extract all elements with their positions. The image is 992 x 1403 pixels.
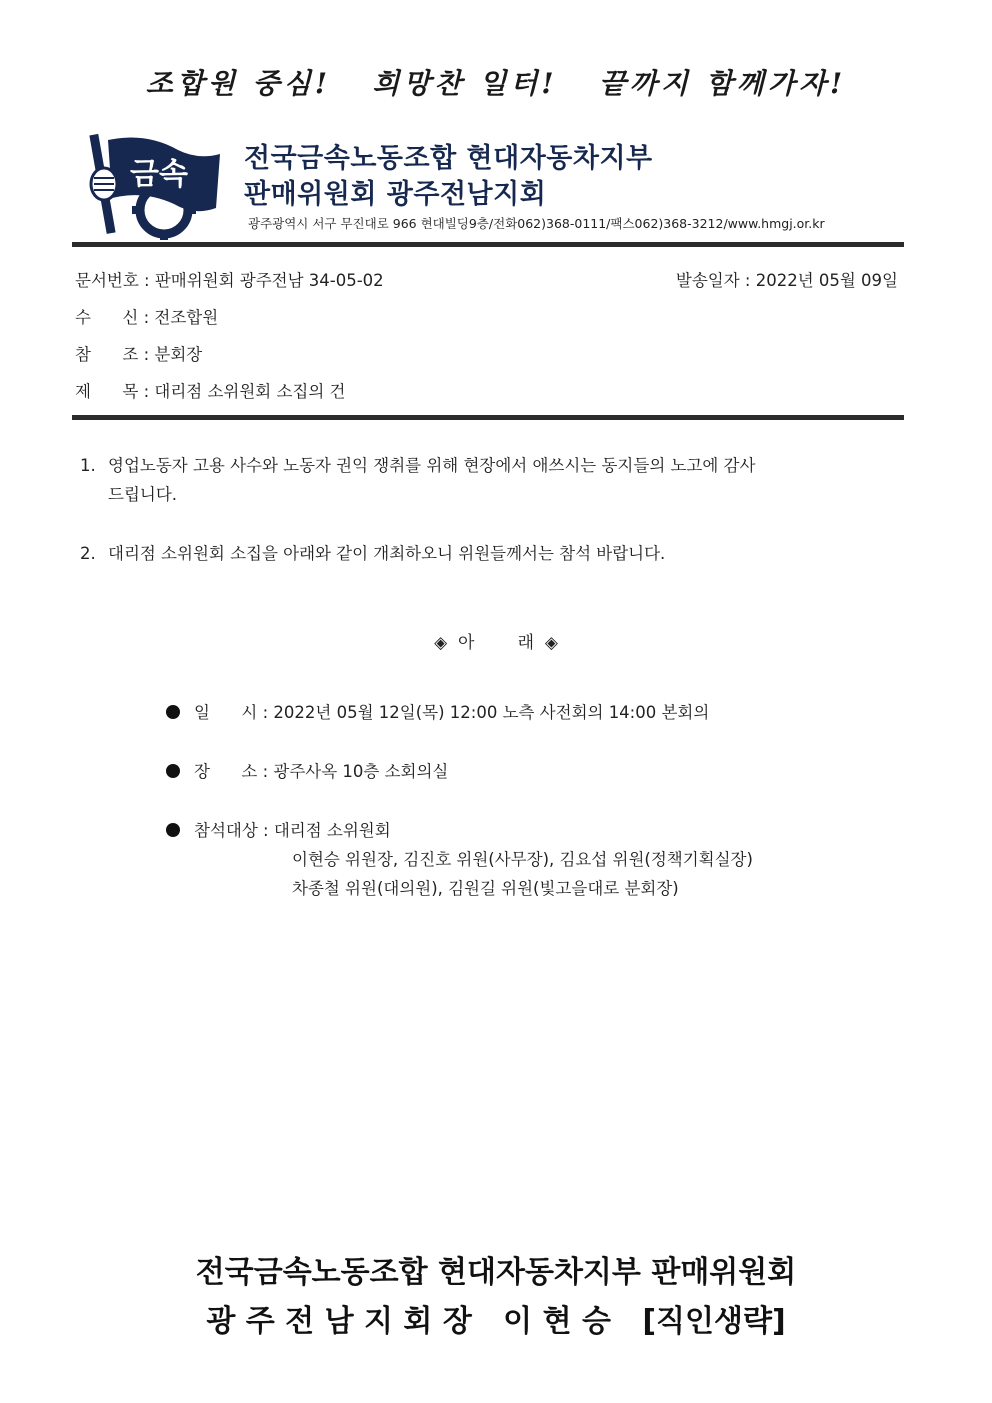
org-address: 광주광역시 서구 무진대로 966 현대빌딩9층/전화062)368-0111/팩스062)368-3212/www.hmgj.or.kr	[248, 216, 825, 231]
place-label: 장 소	[194, 762, 258, 781]
place-value: 광주사옥 10층 소회의실	[273, 762, 449, 781]
paragraph-text: 대리점 소위원회 소집을 아래와 같이 개최하오니 위원들께서는 참석 바랍니다.	[108, 544, 666, 563]
attendees-line: 이현승 위원장, 김진호 위원(사무장), 김요섭 위원(정책기획실장)	[292, 850, 753, 869]
send-date-label: 발송일자	[675, 271, 740, 290]
reference-row	[75, 341, 202, 365]
place-item	[166, 758, 448, 782]
recipient-row	[75, 304, 218, 328]
org-name-line2: 판매위원회 광주전남지회	[244, 179, 547, 210]
colon: :	[143, 308, 155, 327]
reference: 분회장	[154, 345, 203, 364]
date-label: 일 시	[194, 703, 258, 722]
doc-number-row	[75, 267, 384, 291]
paragraph-1	[80, 451, 900, 509]
bullet-icon	[166, 823, 180, 837]
colon: :	[257, 703, 274, 722]
colon: :	[744, 271, 756, 290]
attendees-item	[166, 817, 391, 841]
paragraph-2	[80, 539, 900, 568]
colon: :	[143, 382, 155, 401]
logo-text: 금속	[130, 157, 188, 192]
recipient: 전조합원	[154, 308, 219, 327]
colon: :	[143, 345, 155, 364]
subject-row	[75, 378, 346, 402]
bullet-icon	[166, 764, 180, 778]
paragraph-text: 드립니다.	[108, 485, 178, 504]
union-logo	[86, 128, 226, 240]
paragraph-number: 1.	[80, 456, 96, 475]
header-divider	[72, 242, 904, 247]
subject-label: 제 목	[75, 382, 139, 401]
union-flag-icon	[86, 128, 226, 240]
date-item	[166, 699, 709, 723]
footer-organization: 전국금속노동조합 현대자동차지부 판매위원회	[195, 1255, 797, 1290]
paragraph-text: 영업노동자 고용 사수와 노동자 권익 쟁취를 위해 현장에서 애쓰시는 동지들의 노고에 감사	[108, 456, 756, 475]
recipient-label: 수 신	[75, 308, 139, 327]
send-date: 2022년 05월 09일	[755, 271, 898, 290]
colon: :	[144, 271, 155, 290]
colon: :	[257, 762, 274, 781]
subject: 대리점 소위원회 소집의 건	[154, 382, 346, 401]
attendees-line: 차종철 위원(대의원), 김원길 위원(빛고을대로 분회장)	[292, 879, 679, 898]
date-value: 2022년 05월 12일(목) 12:00 노측 사전회의 14:00 본회의	[273, 703, 710, 722]
doc-number-label: 문서번호	[75, 271, 139, 290]
below-section-heading: ◈ 아 래 ◈	[434, 633, 558, 653]
attendees-group: 대리점 소위원회	[273, 821, 391, 840]
slogan: 조합원 중심! 희망찬 일터! 끝까지 함께가자!	[145, 67, 847, 100]
colon: :	[257, 821, 274, 840]
send-date-row	[676, 267, 898, 291]
footer-signatory: 광 주 전 남 지 회 장 이 현 승 [직인생략]	[206, 1304, 786, 1339]
org-name-line1: 전국금속노동조합 현대자동차지부	[244, 143, 653, 174]
paragraph-number: 2.	[80, 544, 96, 563]
reference-label: 참 조	[75, 345, 139, 364]
doc-number: 판매위원회 광주전남 34-05-02	[154, 271, 384, 290]
meta-divider	[72, 415, 904, 420]
bullet-icon	[166, 705, 180, 719]
attendees-label: 참석대상	[194, 821, 258, 840]
